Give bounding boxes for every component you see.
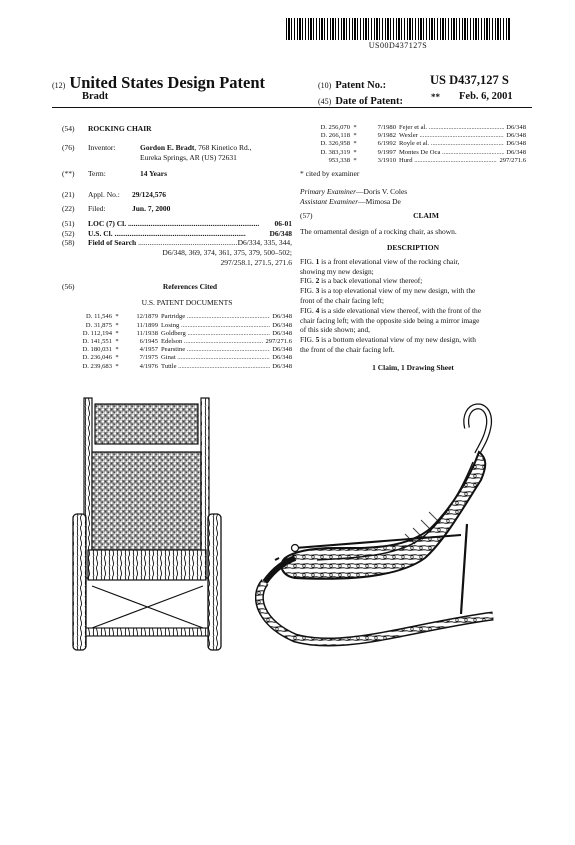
ref-class: D6/348 <box>272 329 292 337</box>
reference-row <box>300 149 526 157</box>
ref-number: D. 383,319 <box>320 148 350 156</box>
ref-date: 6/1992 <box>377 140 396 148</box>
barcode <box>286 18 510 40</box>
ref-star: * <box>115 313 119 321</box>
ref-number: D. 11,546 <box>86 313 112 321</box>
appl-label: Appl. No.: <box>88 190 120 200</box>
inventor-address-2: Eureka Springs, AR (US) 72631 <box>140 152 237 162</box>
description-line: of this side shown; and, <box>300 325 371 335</box>
claim-text: The ornamental design of a rocking chair, as shown. <box>300 227 457 237</box>
term-value: 14 Years <box>140 169 168 179</box>
description-line: showing my new design; <box>300 266 374 276</box>
ref-name: Royle et al. ..... <box>399 140 504 148</box>
filed-label: Filed: <box>88 203 106 213</box>
description-heading: DESCRIPTION <box>386 243 440 252</box>
ref-date: 9/1997 <box>377 148 396 156</box>
inventor-address-1: , 768 Kinetico Rd., <box>194 142 252 152</box>
references-table-cont <box>300 124 526 165</box>
ref-name: Wexler ..... <box>399 132 504 140</box>
description-line: chair facing left; with the opposite side being a mirror image <box>300 315 480 325</box>
ref-class: D6/348 <box>506 140 526 148</box>
assistant-examiner-name: —Mimosa De <box>358 196 401 206</box>
field-54 <box>62 124 292 134</box>
ref-name: Partridge ..... <box>161 313 270 321</box>
ref-star: * <box>353 148 357 156</box>
ref-date: 4/1976 <box>139 362 158 370</box>
loc-value: 06-01 <box>274 218 292 228</box>
description-line: front of the chair facing left; <box>300 295 384 305</box>
ref-star: * <box>115 354 119 362</box>
reference-row <box>62 322 292 330</box>
description-line: FIG. 1 is a front elevational view of the rocking chair, <box>300 256 460 266</box>
ref-number: D. 31,875 <box>85 321 112 329</box>
ref-date: 4/1957 <box>139 346 158 354</box>
ref-star: * <box>115 337 119 345</box>
ref-number: D. 112,194 <box>82 329 112 337</box>
inid-code: (51) <box>62 218 75 228</box>
ref-number: D. 180,031 <box>82 346 112 354</box>
ref-number: D. 236,046 <box>82 354 112 362</box>
ref-class: D6/348 <box>506 132 526 140</box>
patent-type-heading <box>52 73 265 93</box>
inventor-surname: Bradt <box>82 91 109 102</box>
field-76 <box>62 143 292 153</box>
barcode-number: US00D437127S <box>368 41 428 50</box>
ref-date: 7/1975 <box>139 354 158 362</box>
ref-number: D. 326,958 <box>320 140 350 148</box>
reference-row <box>62 363 292 371</box>
reference-row <box>62 354 292 362</box>
ref-name: Ginat ..... <box>161 354 270 362</box>
loc-label: LOC (7) Cl. <box>88 218 127 228</box>
inid-code: (12) <box>52 81 66 90</box>
ref-class: D6/348 <box>272 321 292 329</box>
ref-star: * <box>353 140 357 148</box>
ref-date: 3/1910 <box>377 156 396 164</box>
patent-type-title: United States Design Patent <box>69 73 266 92</box>
field-58 <box>62 238 292 248</box>
inid-code: (**) <box>62 169 75 179</box>
inid-code: (21) <box>62 190 75 200</box>
field-57 <box>300 211 526 221</box>
ref-star: * <box>353 132 357 140</box>
description-line: FIG. 4 is a side elevational view thereof, with the front of the <box>300 305 482 315</box>
field-22 <box>62 204 292 214</box>
front-view-drawing <box>68 396 228 656</box>
field-term <box>62 169 292 179</box>
inid-code: (52) <box>62 228 75 238</box>
description-line: the front of the chair facing left. <box>300 344 395 354</box>
ref-name: Fejer et al. ..... <box>399 124 504 132</box>
ref-name: Montes De Oca ..... <box>399 149 504 157</box>
ref-class: 297/271.6 <box>499 156 526 164</box>
ref-date: 12/1879 <box>136 313 158 321</box>
reference-row <box>62 346 292 354</box>
description-line: FIG. 5 is a bottom elevational view of my new design, with <box>300 335 476 345</box>
primary-examiner-name: —Doris V. Coles <box>356 186 408 196</box>
description-line: FIG. 3 is a top elevational view of my new design, with the <box>300 286 476 296</box>
search-label: Field of Search <box>88 238 137 248</box>
field-56 <box>62 282 292 292</box>
field-21 <box>62 190 292 200</box>
ref-class: D6/348 <box>506 124 526 131</box>
right-column <box>300 124 526 373</box>
us-class-label: U.S. Cl. <box>88 228 113 238</box>
inid-code: (54) <box>62 124 75 133</box>
inventor-label: Inventor: <box>88 142 116 152</box>
left-column <box>62 124 292 371</box>
field-52 <box>62 229 292 239</box>
cited-by-examiner: * cited by examiner <box>300 169 360 179</box>
ref-name: Pearstine ..... <box>161 346 270 354</box>
patent-date: Feb. 6, 2001 <box>459 91 513 102</box>
inid-code: (56) <box>62 281 75 291</box>
ref-name: Edelson ..... <box>161 338 263 346</box>
primary-examiner <box>300 187 526 197</box>
references-table <box>62 313 292 370</box>
search-line-3: 297/258.1, 271.5, 271.6 <box>220 257 292 267</box>
ref-class: D6/348 <box>272 313 292 321</box>
patent-number: US D437,127 S <box>430 73 509 87</box>
date-label: Date of Patent: <box>335 96 403 107</box>
title-field: ROCKING CHAIR <box>88 124 152 133</box>
reference-row <box>62 338 292 346</box>
ref-number: D. 266,118 <box>320 132 350 140</box>
ref-number: D. 256,070 <box>320 124 350 131</box>
ref-date: 11/1899 <box>136 321 158 329</box>
ref-date: 7/1980 <box>377 124 396 131</box>
search-value: D6/334, 335, 344, <box>237 238 292 248</box>
reference-row <box>300 132 526 140</box>
patent-number-label: Patent No.: <box>335 80 387 91</box>
side-view-drawing <box>255 400 505 650</box>
ref-star: * <box>115 329 119 337</box>
ref-date: 11/1938 <box>136 329 158 337</box>
ref-star: * <box>115 321 119 329</box>
inid-code: (58) <box>62 238 75 248</box>
ref-name: Hurd ..... <box>399 157 497 165</box>
ref-class: D6/348 <box>506 148 526 156</box>
claim-heading: CLAIM <box>413 211 439 221</box>
filed-date: Jun. 7, 2000 <box>132 203 171 213</box>
ref-name: Tuttle ..... <box>161 363 270 371</box>
description-body <box>300 257 526 355</box>
assistant-examiner <box>300 197 526 207</box>
reference-row <box>62 313 292 321</box>
date-marks: ** <box>431 92 440 102</box>
inid-code: (57) <box>300 211 313 221</box>
appl-number: 29/124,576 <box>132 190 166 200</box>
assistant-examiner-label: Assistant Examiner <box>300 196 359 206</box>
primary-examiner-label: Primary Examiner <box>300 186 357 196</box>
us-documents-heading: U.S. PATENT DOCUMENTS <box>141 297 233 307</box>
ref-class: 297/271.6 <box>265 337 292 345</box>
description-line: FIG. 2 is a back elevational view thereof; <box>300 276 423 286</box>
ref-star: * <box>353 156 357 164</box>
ref-name: Losing ..... <box>161 322 270 330</box>
ref-class: D6/348 <box>272 354 292 362</box>
ref-name: Goldberg ..... <box>161 330 270 338</box>
inid-code: (22) <box>62 203 75 213</box>
us-class-value: D6/348 <box>269 228 292 238</box>
reference-row <box>300 140 526 148</box>
search-line-2: D6/348, 369, 374, 361, 375, 379, 500–502; <box>162 248 292 258</box>
claims-sheet-count: 1 Claim, 1 Drawing Sheet <box>372 362 454 372</box>
term-label: Term: <box>88 169 106 179</box>
reference-row <box>62 330 292 338</box>
ref-class: D6/348 <box>272 362 292 370</box>
inid-code: (10) <box>318 81 332 90</box>
header-rule <box>52 107 532 108</box>
field-51 <box>62 219 292 229</box>
ref-number: D. 141,551 <box>82 337 112 345</box>
inid-code: (76) <box>62 142 75 152</box>
ref-date: 6/1945 <box>139 337 158 345</box>
ref-date: 9/1982 <box>377 132 396 140</box>
inid-code: (45) <box>318 97 332 106</box>
ref-number: 953,338 <box>328 156 350 164</box>
field-76-line2 <box>62 153 292 163</box>
ref-star: * <box>115 362 119 370</box>
references-heading: References Cited <box>162 281 218 291</box>
ref-star: * <box>353 124 357 131</box>
ref-star: * <box>115 346 119 354</box>
reference-row <box>300 157 526 165</box>
reference-row <box>300 124 526 132</box>
ref-number: D. 239,683 <box>82 362 112 370</box>
ref-class: D6/348 <box>272 346 292 354</box>
inventor-name: Gordon E. Bradt <box>140 142 195 152</box>
